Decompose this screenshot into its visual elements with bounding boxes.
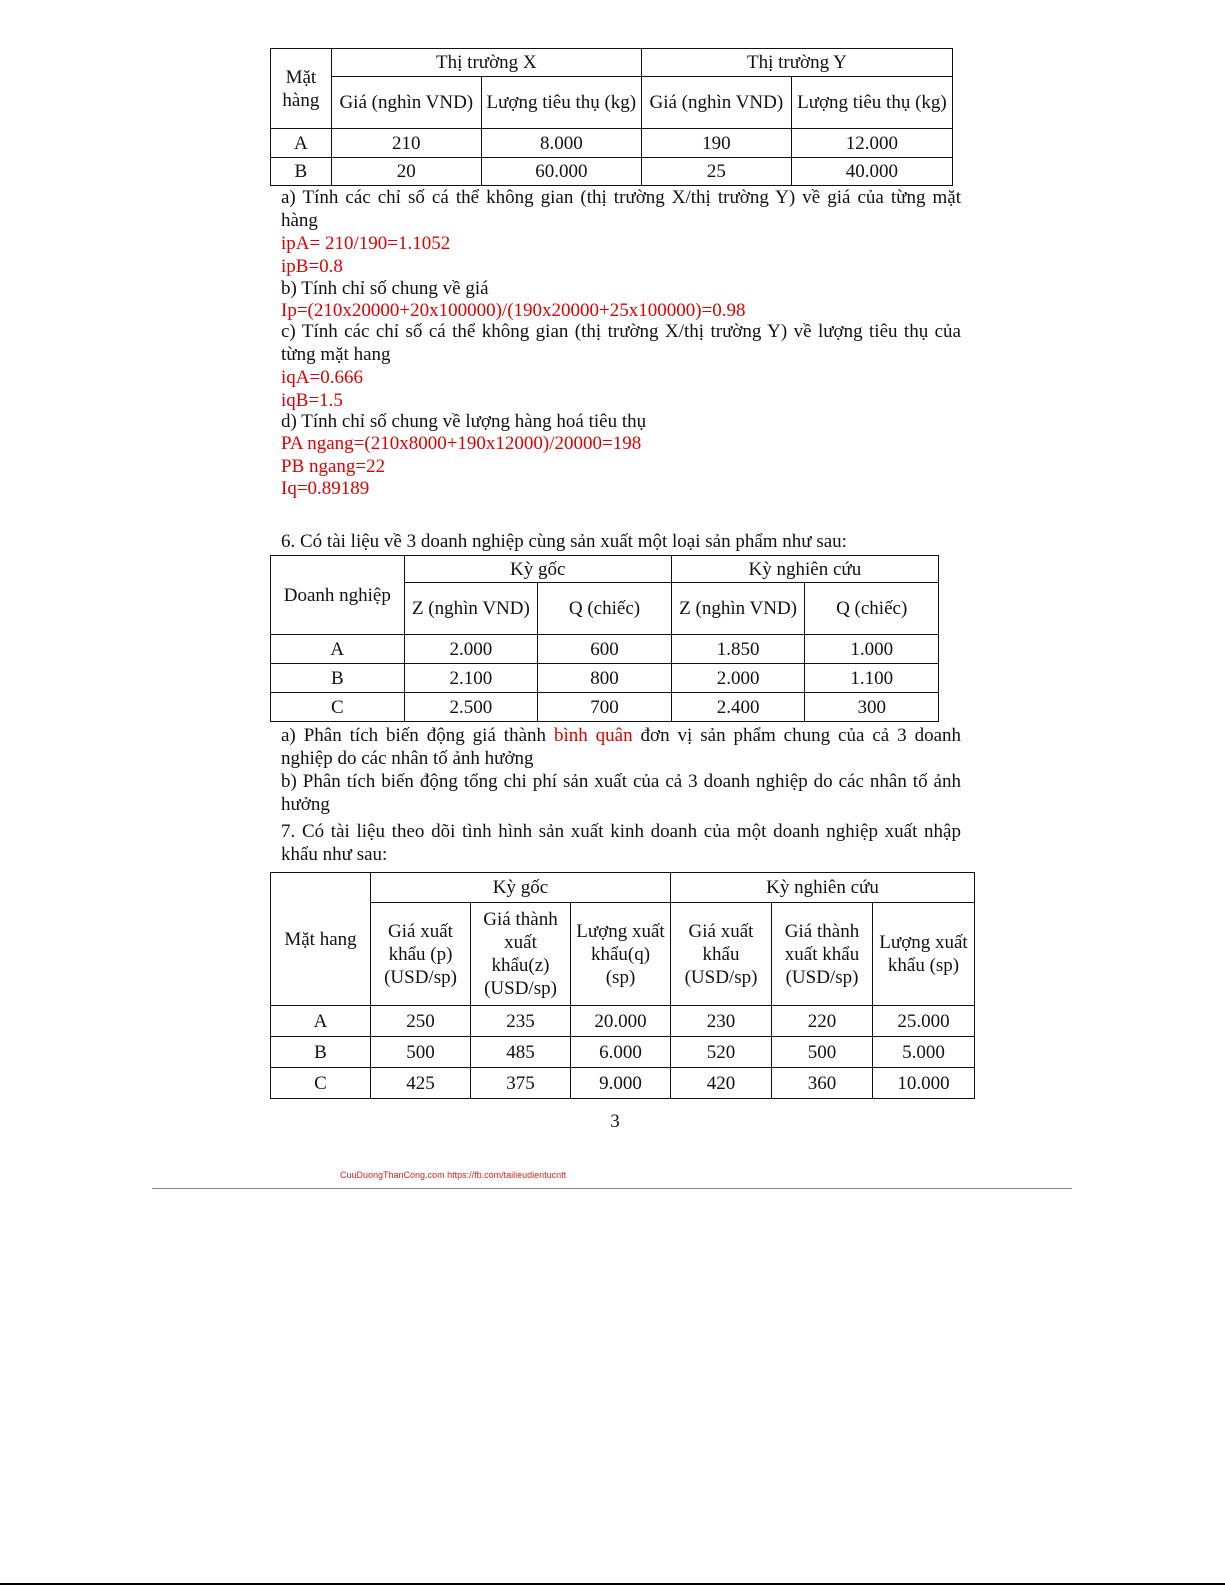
question-6a-text-rest: đơn vị sản phẩm chung của cả 3 doanh nghiệp do các nhân tố ảnh hưởng [281,725,962,769]
quantity-header: Lượng tiêu thụ (kg) [481,77,641,129]
col-item-header: Mặt hang [271,873,371,1006]
table-row [271,664,939,693]
market-price-table [270,48,953,186]
table-cell: 700 [538,693,672,722]
footer-link[interactable]: CuuDuongThanCong.com https://fb.com/tailieudientucntt [340,1170,567,1180]
table-cell: 1.000 [805,635,939,664]
export-qty-header: Lượng xuất khẩu(q) (sp) [571,903,671,1006]
table-cell: 2.500 [404,693,538,722]
page-number: 3 [610,1111,620,1132]
export-cost-header: Giá thành xuất khẩu(z) (USD/sp) [471,903,571,1006]
table-row [271,1006,975,1037]
footer-divider [152,1188,1072,1189]
table-cell: 6.000 [571,1037,671,1068]
table-cell: 300 [805,693,939,722]
table-cell: 425 [371,1068,471,1099]
table-row [271,129,953,158]
table-cell: 520 [671,1037,772,1068]
export-cost-header: Giá thành xuất khẩu (USD/sp) [772,903,873,1006]
q-header: Q (chiếc) [805,583,939,635]
question-6a [281,724,961,770]
table-cell: C [271,693,405,722]
table-cell: 1.100 [805,664,939,693]
price-header: Giá (nghìn VND) [641,77,791,129]
price-header: Giá (nghìn VND) [331,77,481,129]
question-5a: a) Tính các chỉ số cá thể không gian (thị trường X/thị trường Y) về giá của từng mặt hàng [281,187,961,231]
export-price-header: Giá xuất khẩu (USD/sp) [671,903,772,1006]
answer-5c-2: iqB=1.5 [281,390,343,411]
table-row [271,693,939,722]
question-6b: b) Phân tích biến động tổng chi phí sản xuất của cả 3 doanh nghiệp do các nhân tố ảnh hưởng [281,771,961,815]
table-cell: 8.000 [481,129,641,158]
table-cell: 210 [331,129,481,158]
table-cell: 10.000 [873,1068,975,1099]
table-cell: 500 [371,1037,471,1068]
answer-5d-1: PA ngang=(210x8000+190x12000)/20000=198 [281,433,642,454]
answer-5a-2: ipB=0.8 [281,256,343,277]
table-cell: 375 [471,1068,571,1099]
answer-5b: Ip=(210x20000+20x100000)/(190x20000+25x100000)=0.98 [281,300,746,321]
study-period-header: Kỳ nghiên cứu [671,556,938,583]
answer-5c-1: iqA=0.666 [281,367,363,388]
section-7-heading: 7. Có tài liệu theo dõi tình hình sản xuất kinh doanh của một doanh nghiệp xuất nhập khẩu như sau: [281,821,961,865]
col-firm-header: Doanh nghiệp [271,556,405,635]
q-header: Q (chiếc) [538,583,672,635]
table-row [271,1068,975,1099]
table-cell: 2.100 [404,664,538,693]
table-cell: 800 [538,664,672,693]
table-cell: 60.000 [481,158,641,186]
section-6-heading: 6. Có tài liệu về 3 doanh nghiệp cùng sản xuất một loại sản phẩm như sau: [281,531,847,552]
answer-5a-1: ipA= 210/190=1.1052 [281,233,451,254]
table-cell: 20 [331,158,481,186]
table-row [271,158,953,186]
table-cell: 25.000 [873,1006,975,1037]
export-price-header: Giá xuất khẩu (p) (USD/sp) [371,903,471,1006]
question-6a-highlight: bình quân [553,725,633,746]
question-5d: d) Tính chỉ số chung về lượng hàng hoá tiêu thụ [281,411,647,432]
market-x-header: Thị trường X [331,49,641,77]
table-cell: 190 [641,129,791,158]
question-5c: c) Tính các chỉ số cá thể không gian (thị trường X/thị trường Y) về lượng tiêu thụ của từng mặt hang [281,321,961,365]
answer-5d-3: Iq=0.89189 [281,478,370,499]
table-cell: 230 [671,1006,772,1037]
table-cell: 485 [471,1037,571,1068]
table-row [271,635,939,664]
table-cell: 1.850 [671,635,805,664]
table-cell: 420 [671,1068,772,1099]
base-period-header: Kỳ gốc [371,873,671,903]
table-cell: B [271,158,332,186]
table-cell: A [271,1006,371,1037]
table-cell: C [271,1068,371,1099]
enterprise-cost-table [270,555,939,722]
table-cell: B [271,1037,371,1068]
table-cell: 600 [538,635,672,664]
question-6a-text: a) Phân tích biến động giá thành [281,725,547,746]
table-cell: 2.000 [404,635,538,664]
table-cell: 500 [772,1037,873,1068]
export-table [270,872,975,1099]
table-cell: 235 [471,1006,571,1037]
table-cell: A [271,129,332,158]
table-row [271,1037,975,1068]
table-cell: 20.000 [571,1006,671,1037]
market-y-header: Thị trường Y [641,49,952,77]
table-cell: 2.400 [671,693,805,722]
study-period-header: Kỳ nghiên cứu [671,873,975,903]
question-5b: b) Tính chỉ số chung về giá [281,278,489,299]
col-item-header: Mặt hàng [271,49,332,129]
table-cell: B [271,664,405,693]
table-cell: 2.000 [671,664,805,693]
table-cell: 25 [641,158,791,186]
table-cell: 360 [772,1068,873,1099]
table-cell: 40.000 [791,158,952,186]
table-cell: 220 [772,1006,873,1037]
table-cell: 9.000 [571,1068,671,1099]
z-header: Z (nghìn VND) [404,583,538,635]
quantity-header: Lượng tiêu thụ (kg) [791,77,952,129]
answer-5d-2: PB ngang=22 [281,456,386,477]
table-cell: A [271,635,405,664]
table-cell: 5.000 [873,1037,975,1068]
z-header: Z (nghìn VND) [671,583,805,635]
export-qty-header: Lượng xuất khẩu (sp) [873,903,975,1006]
table-cell: 250 [371,1006,471,1037]
table-cell: 12.000 [791,129,952,158]
base-period-header: Kỳ gốc [404,556,671,583]
